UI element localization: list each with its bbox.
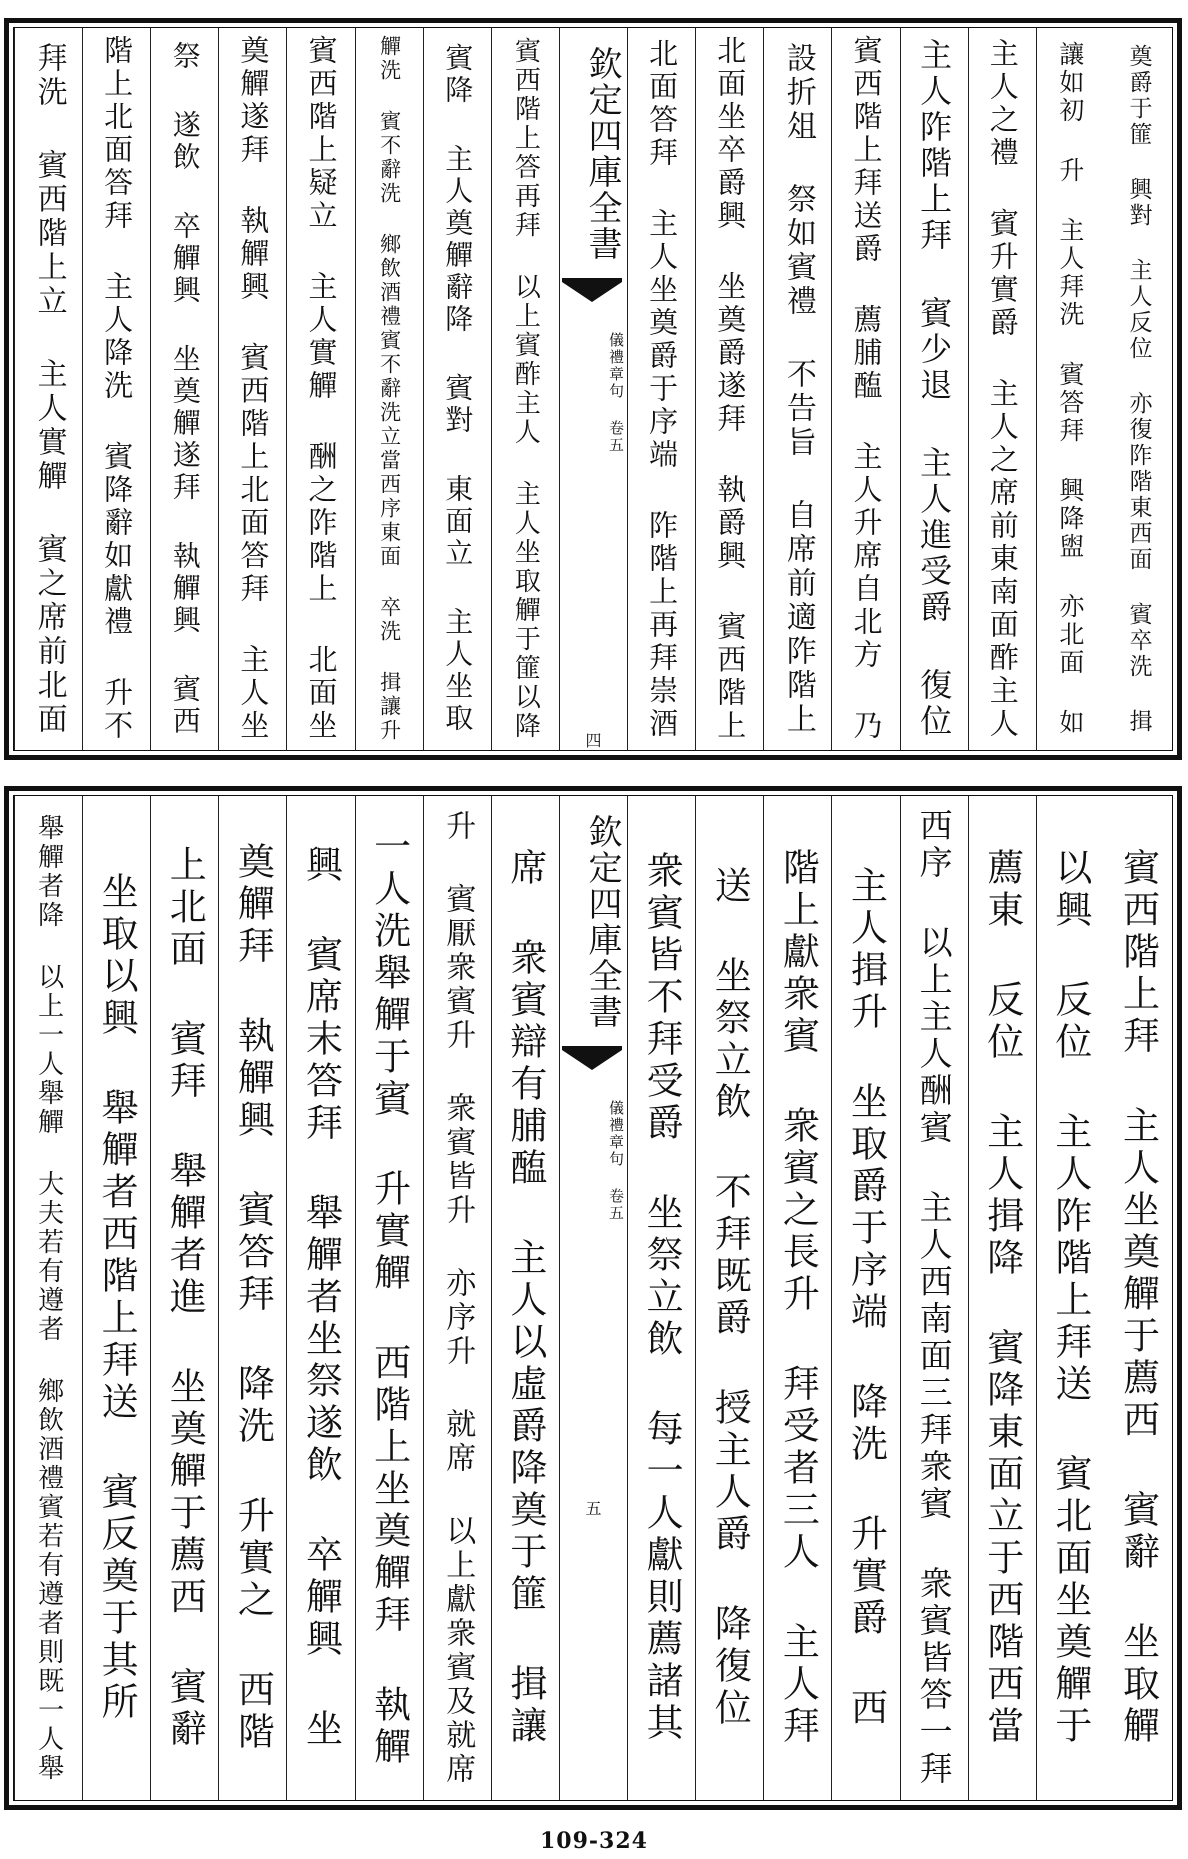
text-column: [150, 796, 218, 1800]
column-text-content: 祭 遂飲 卒觶興 坐奠觶遂拜 執觶興 賓西: [168, 40, 202, 738]
center-banner: [559, 796, 627, 1800]
column-text-content: 觶洗 賓不辭洗 鄉飲酒禮賓不辭洗立當西序東面 卒洗 揖讓升: [377, 35, 402, 743]
banner-title: 欽定四庫全書: [582, 46, 623, 262]
column-text-content: 奠觶拜 執觶興 賓答拜 降洗 升實之 西階: [231, 842, 275, 1754]
column-text: [492, 34, 559, 744]
text-column: [763, 28, 831, 750]
fish-tail-ornament-icon: [562, 1046, 622, 1072]
column-text-content: 興 賓席末答拜 舉觶者坐祭遂飲 卒觶興 坐: [299, 845, 343, 1751]
column-text: [1037, 34, 1104, 744]
text-column: [423, 28, 491, 750]
column-text-content: 賓西階上拜送爵 薦脯醢 主人升席自北方 乃: [849, 35, 884, 743]
text-column: [831, 796, 899, 1800]
text-column: [1036, 28, 1104, 750]
text-column: [627, 796, 695, 1800]
column-text: [628, 34, 695, 744]
text-column: [14, 796, 82, 1800]
column-text-content: 賓西階上答再拜 以上賓酢主人 主人坐取觶于篚以降: [510, 37, 541, 741]
banner-page-number: 四: [585, 731, 602, 750]
column-text-content: 賓西階上疑立 主人實觶 酬之阼階上 北面坐: [304, 35, 339, 743]
column-text-content: 階上北面答拜 主人降洗 賓降辭如獻禮 升不: [100, 35, 135, 743]
column-text: [83, 802, 150, 1794]
banner-subtitle: 儀禮章句 卷五: [607, 1100, 626, 1222]
column-text: [832, 802, 899, 1794]
column-text-content: 薦東 反位 主人揖降 賓降東面立于西階西當: [980, 848, 1024, 1748]
text-column: [82, 28, 150, 750]
column-text: [424, 34, 491, 744]
column-text-content: 衆賓皆不拜受爵 坐祭立飲 每一人獻則薦諸其: [640, 851, 684, 1745]
text-column: [695, 796, 763, 1800]
text-column: [695, 28, 763, 750]
text-column: [218, 796, 286, 1800]
column-text: [764, 34, 831, 744]
text-column: [286, 796, 354, 1800]
column-text: [832, 34, 899, 744]
text-column: [1104, 796, 1172, 1800]
text-column: [831, 28, 899, 750]
column-text: [901, 802, 968, 1794]
column-text: [764, 802, 831, 1794]
column-text: [696, 802, 763, 1794]
column-text: [219, 802, 286, 1794]
column-text: [287, 802, 354, 1794]
bottom-page-frame: [4, 786, 1182, 1810]
column-text: [151, 34, 218, 744]
bottom-page-columns: [13, 795, 1173, 1801]
column-text-content: 奠觶遂拜 執觶興 賓西階上北面答拜 主人坐: [236, 35, 271, 743]
column-text-content: 賓降 主人奠觶辭降 賓對 東面立 主人坐取: [441, 43, 475, 735]
column-text: [151, 802, 218, 1794]
column-text-content: 升 賓厭衆賓升 衆賓皆升 亦序升 就席 以上獻衆賓及就席: [440, 809, 476, 1787]
column-text: [628, 802, 695, 1794]
column-text: [969, 802, 1036, 1794]
text-column: [82, 796, 150, 1800]
text-column: [423, 796, 491, 1800]
column-text-content: 主人阼階上拜 賓少退 主人進受爵 復位: [915, 38, 954, 740]
text-column: [355, 28, 423, 750]
column-text: [83, 34, 150, 744]
text-column: [218, 28, 286, 750]
column-text-content: 北面答拜 主人坐奠爵于序端 阼階上再拜崇酒: [645, 37, 680, 741]
column-text-content: 主人之禮 賓升實爵 主人之席前東南面酢主人: [985, 37, 1020, 741]
column-text: [901, 34, 968, 744]
column-text-content: 設折俎 祭如賓禮 不告旨 自席前適阼階上: [780, 41, 816, 737]
column-text: [15, 802, 82, 1794]
column-text: [1104, 34, 1172, 744]
column-text-content: 階上獻衆賓 衆賓之長升 拜受者三人 主人拜: [776, 848, 820, 1748]
column-text-content: 奠爵于篚 興對 主人反位 亦復阼階東西面 賓卒洗 揖: [1125, 43, 1152, 735]
column-text-content: 讓如初 升 主人拜洗 賓答拜 興降盥 亦北面 如: [1055, 41, 1085, 737]
text-column: [968, 796, 1036, 1800]
column-text-content: 送 坐祭立飲 不拜既爵 授主人爵 降復位: [708, 866, 752, 1730]
column-text: [219, 34, 286, 744]
column-text-content: 主人揖升 坐取爵于序端 降洗 升實爵 西: [844, 866, 888, 1730]
banner-title: 欽定四庫全書: [582, 814, 623, 1030]
column-text: [287, 34, 354, 744]
footer-page-ref: 109-324: [540, 1828, 648, 1854]
top-page-columns: [13, 27, 1173, 751]
column-text-content: 席 衆賓辯有脯醢 主人以虛爵降奠于篚 揖讓: [503, 848, 547, 1748]
text-column: [763, 796, 831, 1800]
column-text-content: 一人洗舉觶于賓 升實觶 西階上坐奠觶拜 執觶: [367, 827, 411, 1769]
column-text: [1037, 802, 1104, 1794]
text-column: [491, 28, 559, 750]
column-text-content: 拜洗 賓西階上立 主人實觶 賓之席前北面: [31, 41, 67, 737]
top-page-frame: [4, 18, 1182, 760]
column-text: [15, 34, 82, 744]
text-column: [968, 28, 1036, 750]
column-text: [424, 802, 491, 1794]
column-text: [1104, 802, 1172, 1794]
text-column: [286, 28, 354, 750]
column-text: [969, 34, 1036, 744]
column-text: [356, 802, 423, 1794]
column-text-content: 上北面 賓拜 舉觶者進 坐奠觶于薦西 賓辭: [163, 845, 207, 1751]
text-column: [627, 28, 695, 750]
column-text-content: 舉觶者降 以上一人舉觶 大夫若有遵者 鄉飲酒禮賓若有遵者則既一人舉: [33, 813, 64, 1783]
fish-tail-ornament-icon: [562, 278, 622, 304]
column-text: [492, 802, 559, 1794]
text-column: [355, 796, 423, 1800]
text-column: [1036, 796, 1104, 1800]
banner-subtitle: 儀禮章句 卷五: [607, 332, 626, 454]
text-column: [900, 796, 968, 1800]
text-column: [14, 28, 82, 750]
column-text-content: 西序 以上主人酬賓 主人西南面三拜衆賓 衆賓皆答一拜: [914, 808, 954, 1788]
column-text-content: 以興 反位 主人阼階上拜送 賓北面坐奠觶于: [1048, 848, 1092, 1748]
banner-page-number: 五: [585, 1499, 602, 1518]
column-text: [696, 34, 763, 744]
column-text-content: 北面坐卒爵興 坐奠爵遂拜 執爵興 賓西階上: [713, 35, 748, 743]
text-column: [491, 796, 559, 1800]
text-column: [150, 28, 218, 750]
column-text-content: 坐取以興 舉觶者西階上拜送 賓反奠于其所: [95, 872, 139, 1724]
text-column: [1104, 28, 1172, 750]
text-column: [900, 28, 968, 750]
center-banner: [559, 28, 627, 750]
column-text-content: 賓西階上拜 主人坐奠觶于薦西 賓辭 坐取觶: [1116, 848, 1160, 1748]
column-text: [356, 34, 423, 744]
